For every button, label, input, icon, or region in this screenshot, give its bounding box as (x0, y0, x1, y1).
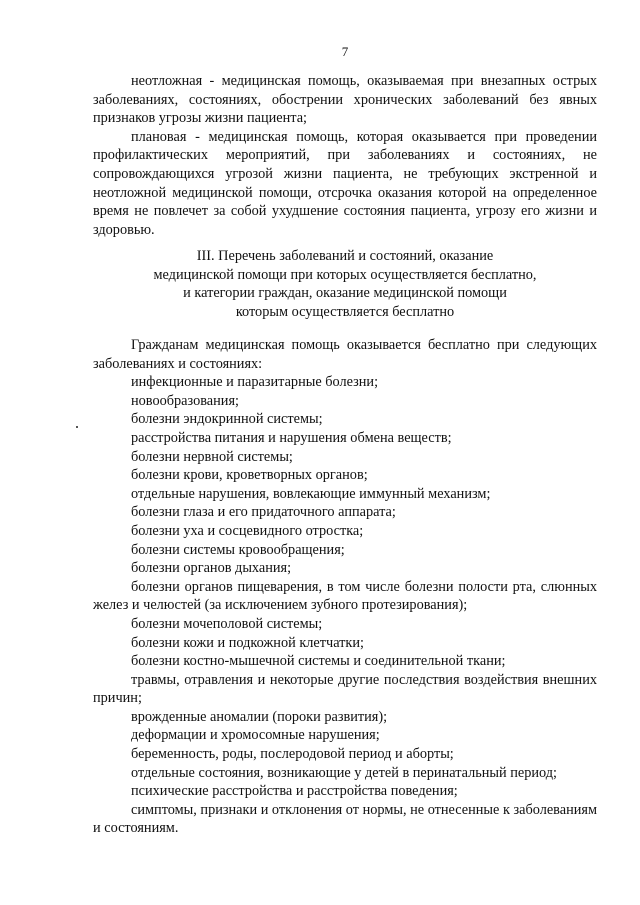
section-heading-line: которым осуществляется бесплатно (235, 303, 455, 320)
list-item: беременность, роды, послеродовой период и аборты; (131, 746, 454, 763)
list-item: болезни мочеполовой системы; (131, 615, 323, 632)
list-item: отдельные состояния, возникающие у детей в перинатальный период; (131, 764, 558, 781)
section-heading (93, 247, 597, 321)
list-item: болезни нервной системы; (131, 448, 293, 465)
section-heading-line: III. Перечень заболеваний и состояний, оказание (196, 248, 494, 264)
list-item: врожденные аномалии (пороки развития); (131, 708, 388, 725)
lead-paragraph: Гражданам медицинская помощь оказывается бесплатно при следующих заболеваниях и состояниях: (93, 337, 597, 372)
section-heading-line: и категории граждан, оказание медицинской помощи (183, 285, 507, 302)
list-item: болезни эндокринной системы; (131, 411, 323, 428)
list-item: новообразования; (131, 392, 239, 409)
list-item: инфекционные и паразитарные болезни; (131, 374, 379, 391)
paragraph-urgent-care: неотложная - медицинская помощь, оказываемая при внезапных острых заболеваниях, состояниях, обострении хронических заболеваний без явных признаков угрозы жизни пациента; (93, 73, 597, 127)
list-item: деформации и хромосомные нарушения; (131, 727, 380, 744)
list-item: болезни уха и сосцевидного отростка; (131, 522, 364, 539)
conditions-list (93, 373, 597, 838)
list-item: болезни органов пищеварения, в том числе болезни полости рта, слюнных желез и челюстей (за исключением зубного протезирования); (93, 578, 597, 614)
section-heading-line: медицинской помощи при которых осуществляется бесплатно, (153, 266, 537, 283)
page-number: 7 (341, 44, 349, 59)
list-item: травмы, отравления и некоторые другие последствия воздействия внешних причин; (93, 671, 597, 707)
list-item: болезни глаза и его придаточного аппарата; (131, 504, 396, 521)
list-item: расстройства питания и нарушения обмена веществ; (131, 429, 452, 446)
list-item: болезни крови, кроветворных органов; (131, 467, 368, 484)
scan-speck (76, 426, 78, 428)
list-item: болезни костно-мышечной системы и соединительной ткани; (131, 653, 506, 670)
list-item: психические расстройства и расстройства поведения; (131, 783, 458, 800)
intro-block (93, 72, 597, 239)
list-item: отдельные нарушения, вовлекающие иммунный механизм; (131, 485, 491, 502)
conditions-block (93, 336, 597, 838)
list-item: болезни органов дыхания; (131, 560, 292, 577)
list-item: болезни кожи и подкожной клетчатки; (131, 634, 364, 651)
list-item: болезни системы кровообращения; (131, 541, 345, 558)
paragraph-planned-care: плановая - медицинская помощь, которая оказывается при проведении профилактических мероприятий, при заболеваниях и состояниях, не сопровождающихся угрозой жизни пациента, не требующих экстренной и неотложной медицинской помощи, отсрочка оказания которой на определенное время не повлечет за собой ухудшение состояния пациента, угрозу его жизни и здоровью. (93, 128, 597, 238)
list-item: симптомы, признаки и отклонения от нормы, не отнесенные к заболеваниям и состояниям. (93, 801, 598, 837)
